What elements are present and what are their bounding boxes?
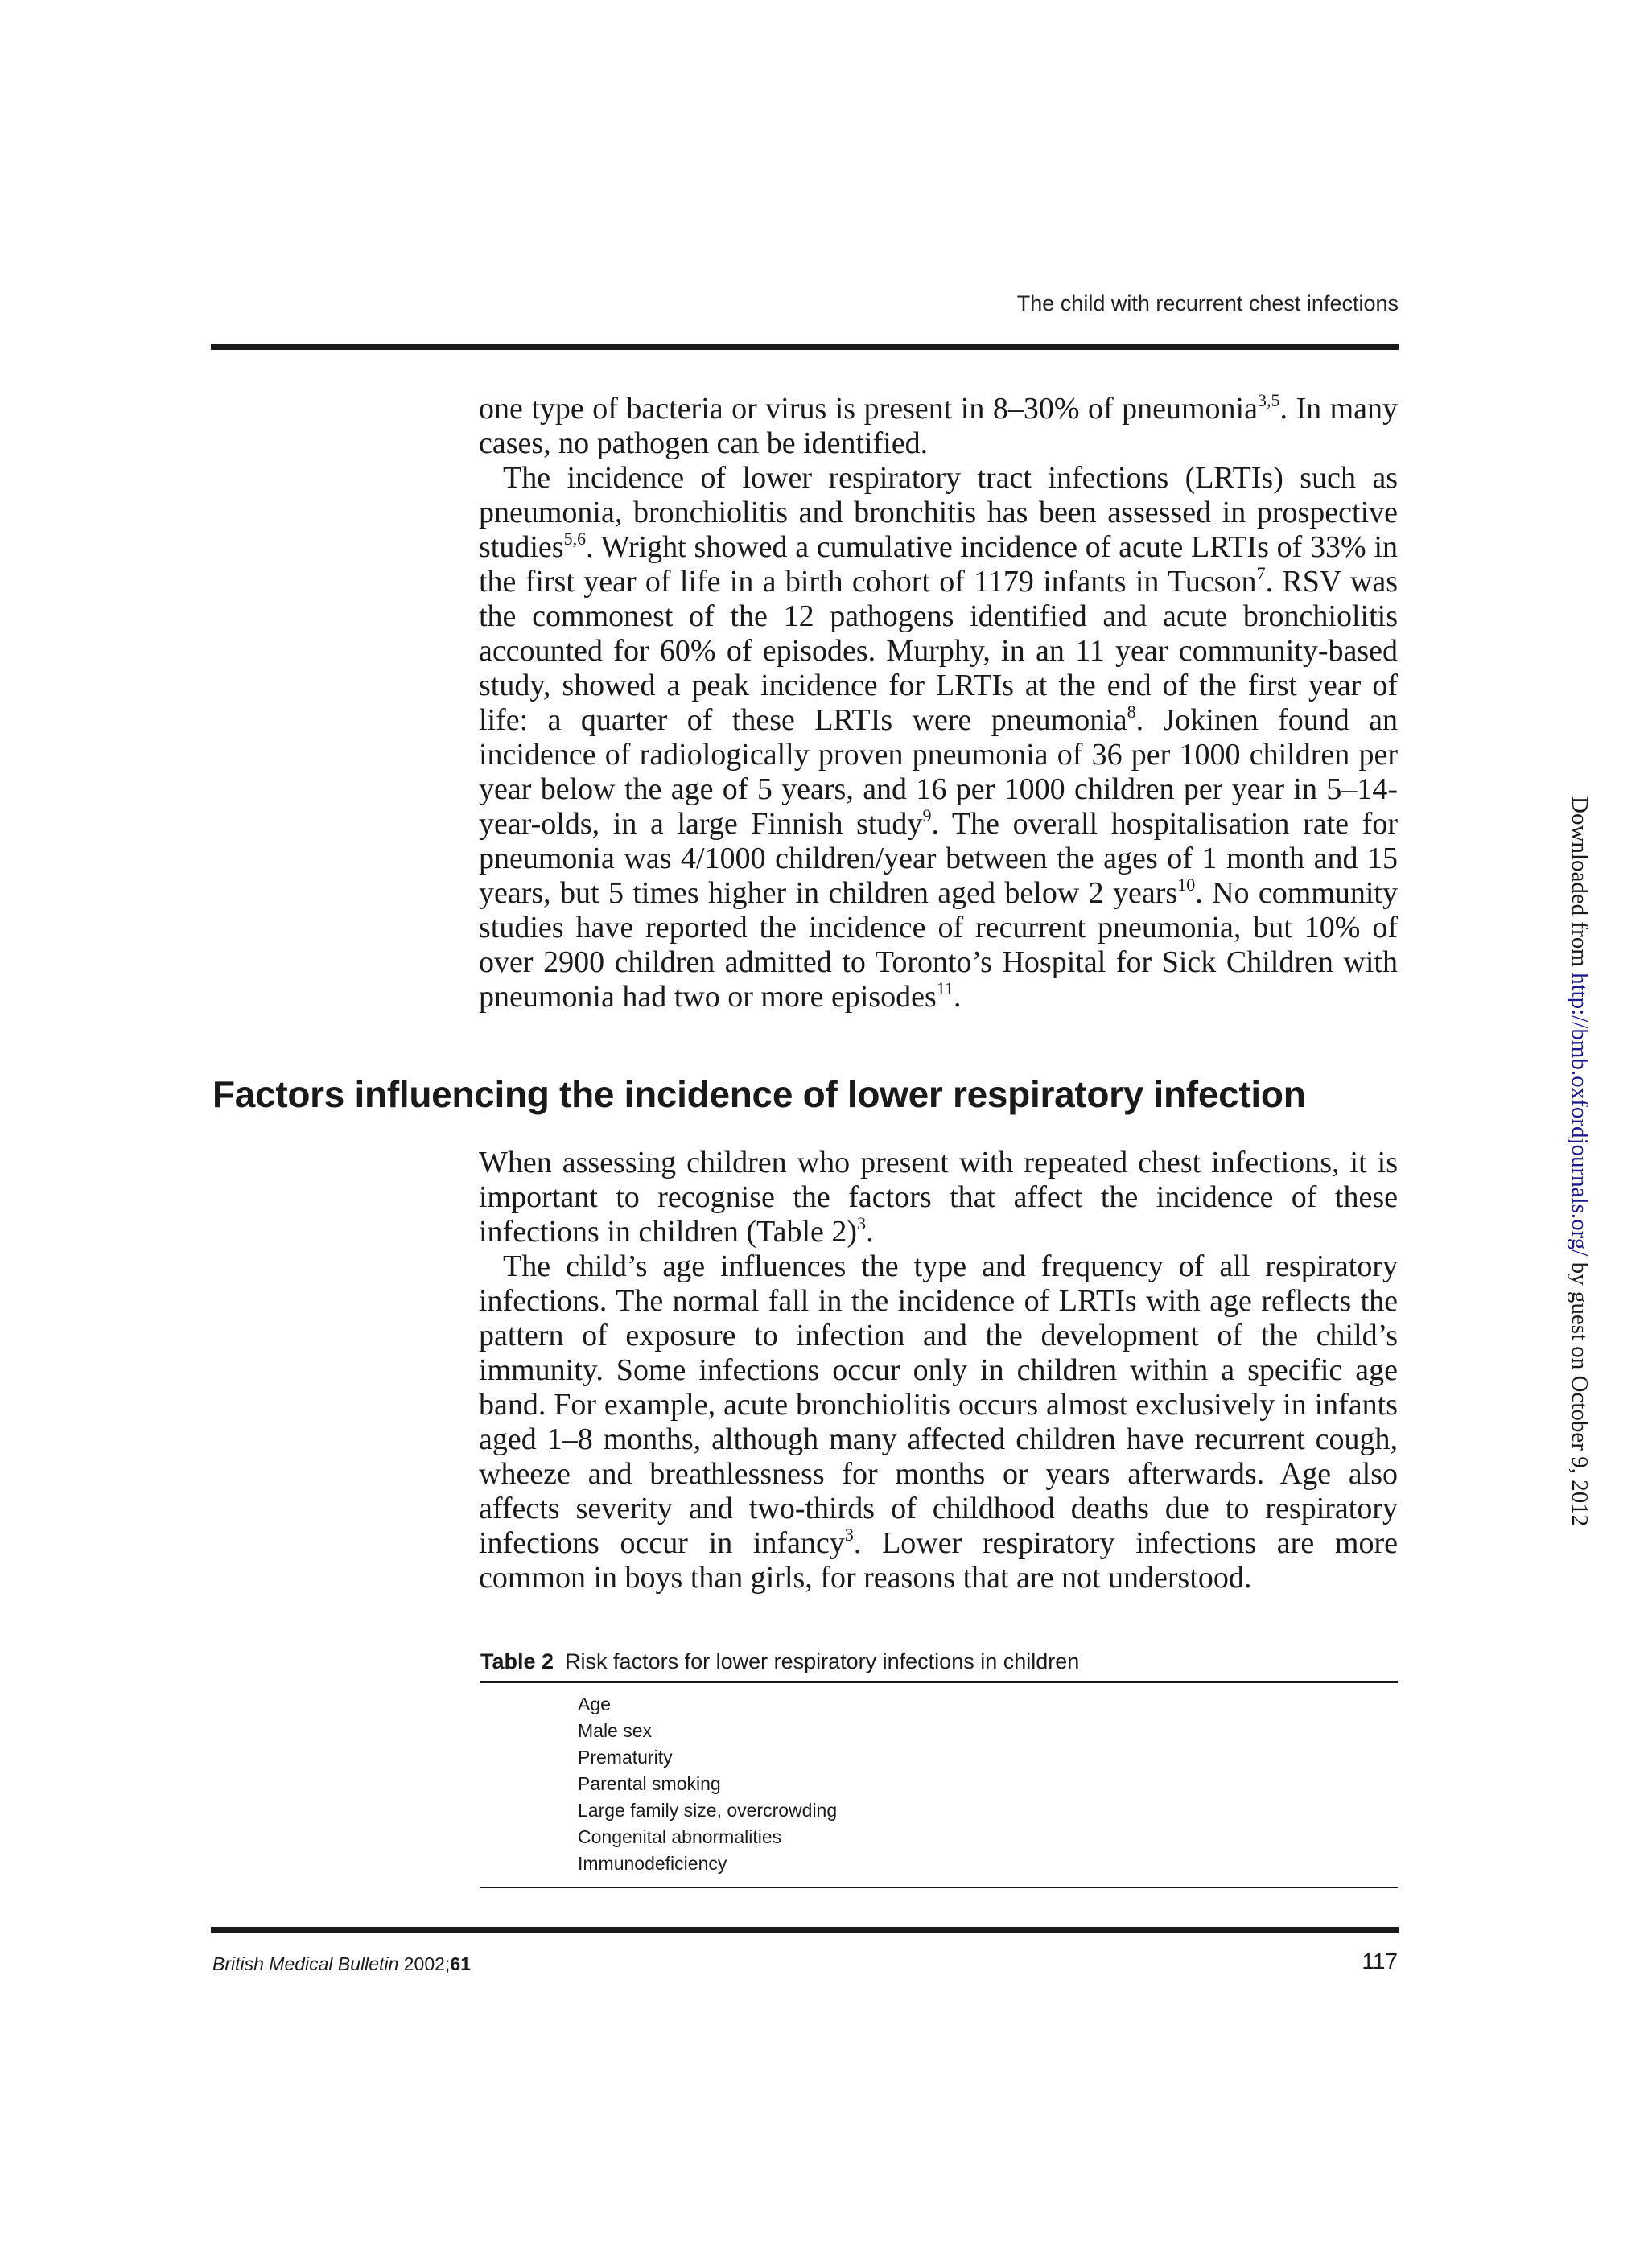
table-caption [480, 1649, 1079, 1674]
list-item: Congenital abnormalities [578, 1826, 782, 1847]
list-item: Immunodeficiency [578, 1853, 727, 1874]
paragraph-2: The incidence of lower respiratory tract infections (LRTIs) such as pneumonia, bronchiolitis and bronchitis has been assessed in prospective studies$^{5,6}$. Wright showed a cumulative incidence of acute LRTIs of 33% in the first year of life in a birth cohort of 1179 infants in Tucson$^7$. RSV was the commonest of the 12 pathogens identified and acute bronchiolitis accounted for 60% of episodes. Murphy, in an 11 year community-based study, showed a peak incidence for LRTIs at the end of the first year of life: a quarter of these LRTIs were pneumonia$^8$. Jokinen found an incidence of radiologically proven pneumonia of 36 per 1000 children per year below the age of 5 years, and 16 per 1000 children per year in 5–14-year-olds, in a large Finnish study$^9$. The overall hospitalisation rate for pneumonia was 4/1000 children/year between the ages of 1 month and 15 years, but 5 times higher in children aged below 2 years$^{10}$. No community studies have reported the incidence of recurrent pneumonia, but 10% of over 2900 children admitted to Toronto’s Hospital for Sick Children with pneumonia had two or more episodes$^{11}$. [479, 461, 1399, 1014]
citation: 3 [857, 1213, 867, 1233]
citation: 7 [1256, 563, 1266, 583]
table-bottom-rule [480, 1887, 1398, 1888]
list-item: Prematurity [578, 1747, 673, 1768]
section-paragraphs [479, 1146, 1398, 1595]
page-number: 117 [1362, 1949, 1398, 1974]
citation: 10 [1177, 875, 1196, 895]
journal-citation: British Medical Bulletin 2002;61 [212, 1953, 471, 1974]
list-item: Male sex [578, 1720, 653, 1741]
citation: 3,5 [1257, 390, 1280, 410]
paragraph-3: When assessing children who present with repeated chest infections, it is important to recognise the factors that affect the incidence of these infections in children (Table 2)$^3$. [479, 1146, 1398, 1249]
list-item: Parental smoking [578, 1773, 721, 1794]
list-item: Age [578, 1694, 611, 1714]
citation: 11 [936, 978, 954, 998]
citation: 5,6 [563, 529, 587, 549]
intro-paragraphs [479, 392, 1398, 1015]
header-rule [211, 344, 1399, 350]
paragraph-1: one type of bacteria or virus is present in 8–30% of pneumonia$^{3,5}$. In many cases, no pathogen can be identified. [479, 390, 1398, 460]
citation: 9 [922, 805, 932, 825]
list-item: Large family size, overcrowding [578, 1800, 838, 1821]
download-notice: Downloaded from http://bmb.oxfordjournals.org/ by guest on October 9, 2012 [1567, 796, 1592, 1527]
citation: 3 [844, 1525, 854, 1545]
risk-factor-list [578, 1691, 837, 1877]
table-label: Table 2 [480, 1649, 554, 1673]
paragraph-4: The child’s age influences the type and frequency of all respiratory infections. The normal fall in the incidence of LRTIs with age reflects the pattern of exposure to infection and the development of the child’s immunity. Some infections occur only in children within a specific age band. For example, acute bronchiolitis occurs almost exclusively in infants aged 1–8 months, although many affected children have recurrent cough, wheeze and breathlessness for months or years afterwards. Age also affects severity and two-thirds of childhood deaths due to respiratory infections occur in infancy$^3$. Lower respiratory infections are more common in boys than girls, for reasons that are not understood. [479, 1249, 1398, 1595]
citation: 8 [1127, 702, 1136, 722]
table-title: Risk factors for lower respiratory infections in children [565, 1649, 1080, 1673]
running-head: The child with recurrent chest infections [1016, 291, 1399, 315]
footer-rule [211, 1927, 1399, 1933]
download-link[interactable]: http://bmb.oxfordjournals.org/ [1567, 973, 1592, 1257]
table-top-rule [480, 1681, 1398, 1683]
section-heading: Factors influencing the incidence of lower respiratory infection [212, 1073, 1306, 1115]
